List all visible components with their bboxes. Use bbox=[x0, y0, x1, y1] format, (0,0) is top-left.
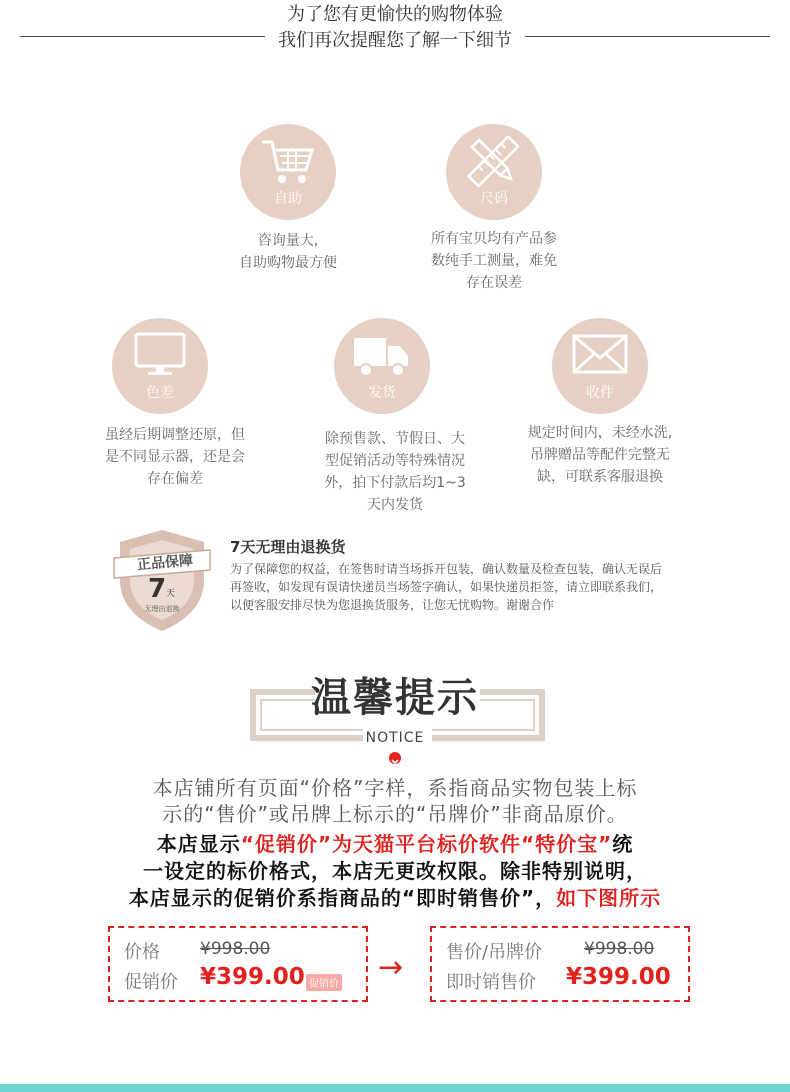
chevron-down-icon bbox=[389, 752, 401, 764]
guarantee-title: 7天无理由退换货 bbox=[230, 538, 346, 556]
feature-desc-self-service: 咨询量大, 自助购物最方便 bbox=[239, 233, 337, 271]
shopping-cart-icon bbox=[258, 136, 318, 188]
guarantee-badge bbox=[112, 528, 212, 633]
instant-price: ¥399.00 bbox=[566, 964, 671, 990]
promo-price-label: 促销价 bbox=[124, 972, 178, 993]
original-price: ¥998.00 bbox=[584, 939, 655, 959]
feature-shipping bbox=[334, 318, 430, 414]
feature-label: 发货 bbox=[368, 385, 396, 401]
feature-self-service bbox=[240, 124, 336, 220]
promo-price: ¥399.00 bbox=[200, 964, 305, 990]
header-line-1: 为了您有更愉快的购物体验 bbox=[287, 4, 503, 25]
feature-receive bbox=[552, 318, 648, 414]
feature-desc-receive: 规定时间内，未经水洗, 吊牌赠品等配件完整无 缺，可联系客服退换 bbox=[527, 425, 673, 485]
price-box-left bbox=[108, 926, 368, 1002]
feature-color-difference bbox=[112, 318, 208, 414]
arrow-right-icon: → bbox=[378, 950, 404, 985]
notice-paragraph-2: 本店显示“促销价”为天猫平台标价软件“特价宝”统 一设定的标价格式，本店无更改权限。除非特别说明， 本店显示的促销价系指商品的“即时销售价”，如下图所示 bbox=[128, 832, 662, 910]
header-divider-left bbox=[20, 36, 265, 37]
badge-days-unit: 天 bbox=[166, 589, 176, 599]
original-price: ¥998.00 bbox=[200, 939, 271, 959]
feature-size bbox=[446, 124, 542, 220]
monitor-icon bbox=[130, 330, 190, 382]
header-line-2: 我们再次提醒您了解一下细节 bbox=[278, 30, 512, 51]
badge-text: 正品保障 bbox=[136, 552, 194, 574]
guarantee-text: 为了保障您的权益，在签售时请当场拆开包装，确认数量及检查包装，确认无误后 再签收，如发现有误请快递员当场签字确认，如果快递员拒签，请立即联系我们， 以便客服安排尽快为您退换货服务，让您无忧购物。谢谢合作 bbox=[230, 562, 663, 612]
feature-desc-size: 所有宝贝均有产品参 数纯手工测量，难免 存在误差 bbox=[431, 231, 557, 291]
price-label: 价格 bbox=[124, 942, 160, 963]
notice-title: 温馨提示 bbox=[311, 675, 479, 721]
feature-label: 自助 bbox=[274, 191, 302, 207]
badge-sub: 无理由退换 bbox=[144, 605, 180, 613]
footer-bar bbox=[0, 1084, 790, 1092]
feature-desc-color-difference: 虽经后期调整还原，但 是不同显示器，还是会 存在偏差 bbox=[105, 427, 245, 487]
feature-label: 收件 bbox=[586, 385, 614, 401]
header-divider-right bbox=[525, 36, 770, 37]
promo-tag: 促销价 bbox=[306, 974, 342, 991]
truck-icon bbox=[352, 330, 412, 382]
tag-price-label: 售价/吊牌价 bbox=[446, 942, 543, 963]
price-box-right bbox=[430, 926, 690, 1002]
badge-days: 7 bbox=[148, 574, 167, 604]
envelope-icon bbox=[570, 330, 630, 382]
feature-label: 尺码 bbox=[480, 191, 508, 207]
notice-subtitle: NOTICE bbox=[365, 730, 425, 746]
feature-label: 色差 bbox=[146, 385, 174, 401]
notice-paragraph-1: 本店铺所有页面“价格”字样，系指商品实物包装上标 示的“售价”或吊牌上标示的“吊牌价”非商品原价。 bbox=[152, 776, 638, 826]
instant-price-label: 即时销售价 bbox=[446, 972, 536, 993]
feature-desc-shipping: 除预售款、节假日、大 型促销活动等特殊情况 外，拍下付款后均1~3 天内发货 bbox=[324, 431, 466, 513]
ruler-pencil-icon bbox=[464, 136, 524, 188]
